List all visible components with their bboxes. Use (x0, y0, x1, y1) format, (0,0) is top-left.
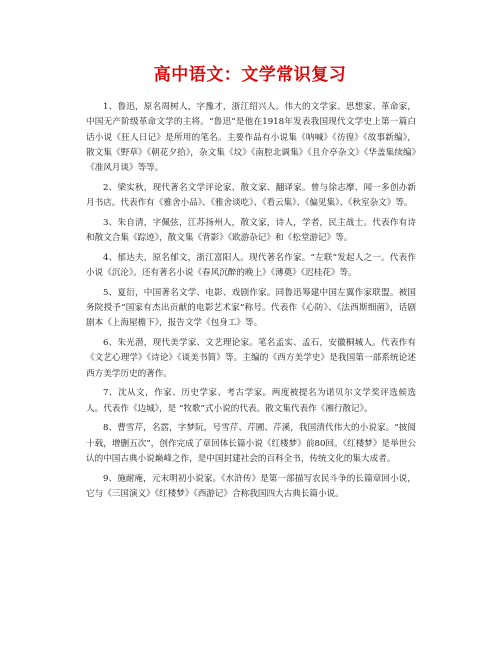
list-item: 3、朱自清，字佩弦，江苏扬州人，散文家，诗人，学者，民主战士。代表作有诗和散文合集《踪迹》，散文集《背影》《欧游杂记》和《松堂游记》等。 (86, 217, 416, 244)
list-item: 7、沈从文，作家、历史学家、考古学家。两度被提名为诺贝尔文学奖评选候选人。代表作《边城》，是 “牧歌”式小说的代表。散文集代表作《湘行散记》。 (86, 388, 416, 414)
list-item: 5、夏衍，中国著名文学、电影、戏剧作家。同鲁迅筹建中国左翼作家联盟。被国务院授予“国家有杰出贡献的电影艺术家”称号。代表作《心防》、《法西斯细菌》，话剧剧本《上海屋檐下》，报告文学《包身工》等。 (86, 287, 416, 329)
page-title: 高中语文：文学常识复习 (153, 65, 347, 85)
list-item: 9、施耐庵，元末明初小说家。《水浒传》是第一部描写农民斗争的长篇章回小说，它与《三国演义》《红楼梦》《西游记》合称我国四大古典长篇小说。 (86, 473, 416, 499)
list-item: 2、梁实秋，现代著名文学评论家、散文家、翻译家。曾与徐志摩、闻一多创办新月书店。代表作有《雅舍小品》、《雅舍谈吃》、《看云集》、《偏见集》、《秋室杂文》等。 (86, 182, 416, 209)
list-item: 4、郁达夫，原名郁文，浙江富阳人。现代著名作家。“左联”发起人之一。代表作小说《沉沦》。还有著名小说《春风沉醉的晚上》《薄奠》《迟桂花》等。 (86, 252, 416, 279)
literature-list (86, 100, 416, 507)
list-item: 8、曹雪芹，名霑，字梦阮，号雪芹、芹圃、芹溪，我国清代伟大的小说家。“披阅十载，增删五次”，创作完成了章回体长篇小说《红楼梦》前80回。《红楼梦》是举世公认的中国古典小说巅峰之作，是中国封建社会的百科全书，传统文化的集大成者。 (86, 423, 416, 464)
list-item: 1、鲁迅，原名周树人，字豫才，浙江绍兴人。伟大的文学家、思想家、革命家，中国无产阶级革命文学的主将。“鲁迅”是他在1918年发表我国现代文学史上第一篇白话小说《狂人日记》是所用的笔名。主要作品有小说集《呐喊》《彷徨》《故事新编》，散文集《野草》《朝花夕拾》，杂文集《坟》《南腔北调集》《且介亭杂文》《华盖集续编》《准风月谈》等等。 (86, 102, 416, 174)
list-item: 6、朱光潜，现代美学家、文艺理论家。笔名孟实、孟石，安徽桐城人。代表作有《文艺心理学》《诗论》《谈美书简》等。主编的《西方美学史》是我国第一部系统论述西方美学历史的著作。 (86, 338, 416, 379)
